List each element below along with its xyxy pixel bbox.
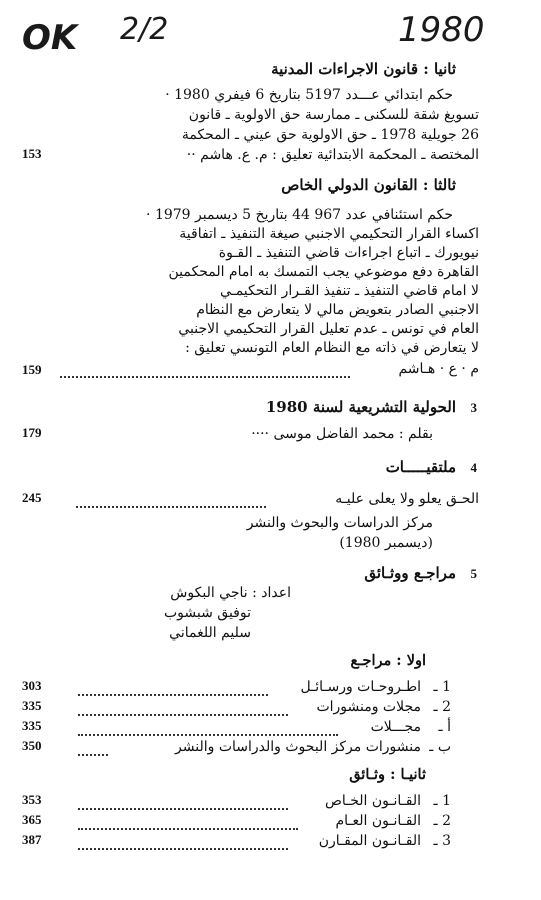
- ref-text: مجـــلات: [370, 719, 421, 735]
- page-number: 303: [22, 678, 42, 693]
- doc-label: 2 ـ: [433, 813, 451, 829]
- ref-text: مجلات ومنشورات: [316, 699, 421, 715]
- ref-label: 2 ـ: [433, 699, 451, 715]
- entry-line: المختصة ـ المحكمة الابتدائية تعليق : م. ع. هاشم ··: [186, 147, 479, 163]
- author-line: بقلم : محمد الفاضل موسى ····: [251, 426, 433, 442]
- page-number: 245: [22, 490, 42, 505]
- leader-dots: [78, 754, 108, 756]
- page-number: 353: [22, 792, 42, 807]
- conference-date: (ديسمبر 1980): [339, 535, 433, 551]
- doc-text: القـانـون العـام: [335, 813, 421, 829]
- entry-line: لا امام قاضي التنفيذ ـ تنفيذ القـرار التحكيمـي: [219, 283, 479, 299]
- leader-dots: [78, 828, 298, 830]
- heading-legislative-yearbook: الحولية التشريعية لسنة 1980: [265, 398, 456, 416]
- page-number: 179: [22, 425, 42, 440]
- entry-line: لا يتعارض في ذاته مع النظام العام التونسي تعليق :: [185, 340, 479, 356]
- handwritten-year: 1980: [398, 10, 485, 50]
- entry-line: تسويغ شقة للسكنى ـ ممارسة حق الاولوية ـ قانون: [188, 107, 479, 123]
- doc-text: القـانـون الخـاص: [324, 793, 421, 809]
- entry-line: م · ع · هـاشم: [398, 361, 479, 377]
- section-heading-civil-procedure: ثانيا : قانون الاجراءات المدنية: [271, 60, 456, 78]
- entry-line: حكم استئنافي عدد 967 44 بتاريخ 5 ديسمبر 1979 ·: [146, 207, 453, 223]
- page-number: 335: [22, 698, 42, 713]
- leader-dots: [78, 734, 338, 736]
- handwritten-ok: OK: [22, 18, 78, 58]
- leader-dots: [78, 714, 288, 716]
- page-number: 365: [22, 812, 42, 827]
- entry-line: الاجنبي الصادر بتعويض مالي لا يتعارض مع النظام: [196, 302, 479, 318]
- leader-dots: [60, 376, 350, 378]
- page-number: 153: [22, 146, 42, 161]
- doc-label: 1 ـ: [433, 793, 451, 809]
- ref-text: اطـروحـات ورسـائـل: [300, 679, 421, 695]
- page-number: 350: [22, 738, 42, 753]
- conference-organizer: مركز الدراسات والبحوث والنشر: [246, 515, 433, 531]
- heading-conferences: ملتقيـــــات: [385, 458, 456, 476]
- item-number: 5: [470, 566, 477, 581]
- ref-label: أ ـ: [438, 719, 451, 735]
- entry-line: القاهرة دفع موضوعي يجب التمسك به امام المحكمين: [168, 264, 479, 280]
- conference-title: الحـق يعلو ولا يعلى عليـه: [335, 491, 479, 507]
- section-heading-private-international-law: ثالثا : القانون الدولي الخاص: [281, 176, 456, 194]
- heading-references: اولا : مراجـع: [350, 652, 426, 669]
- ref-label: 1 ـ: [433, 679, 451, 695]
- leader-dots: [78, 848, 288, 850]
- heading-references-documents: مراجـع ووثـائق: [364, 564, 456, 582]
- handwritten-fraction: 2/2: [120, 12, 169, 47]
- leader-dots: [76, 506, 266, 508]
- doc-label: 3 ـ: [433, 833, 451, 849]
- heading-documents: ثانيـا : وثـائق: [349, 766, 426, 783]
- entry-line: اكساء القرار التحكيمي الاجنبي صيغة التنفيذ ـ اتفاقية: [179, 226, 479, 242]
- entry-line: العام في تونس ـ عدم تعليل القرار التحكيمي الاجنبي: [178, 321, 479, 337]
- editor-name: سليم اللغماني: [169, 625, 251, 641]
- entry-line: حكم ابتدائي عـــدد 5197 بتاريخ 6 فيفري 1980 ·: [165, 87, 453, 103]
- entry-line: 26 جويلية 1978 ـ حق الاولوية حق عيني ـ المحكمة: [181, 127, 479, 143]
- doc-text: القـانـون المقـارن: [318, 833, 421, 849]
- prepared-by: اعداد : ناجي البكوش: [170, 585, 291, 601]
- item-number: 3: [470, 400, 477, 415]
- item-number: 4: [470, 460, 477, 475]
- ref-text: منشورات مركز البحوث والدراسات والنشر: [175, 739, 421, 755]
- page-number: 335: [22, 718, 42, 733]
- page-number: 387: [22, 832, 42, 847]
- page-number: 159: [22, 362, 42, 377]
- leader-dots: [78, 694, 268, 696]
- leader-dots: [78, 808, 288, 810]
- editor-name: توفيق شبشوب: [163, 605, 251, 621]
- entry-line: نيويورك ـ اتباع اجراءات قاضي التنفيذ ـ القـوة: [218, 245, 479, 261]
- ref-label: ب ـ: [429, 739, 451, 755]
